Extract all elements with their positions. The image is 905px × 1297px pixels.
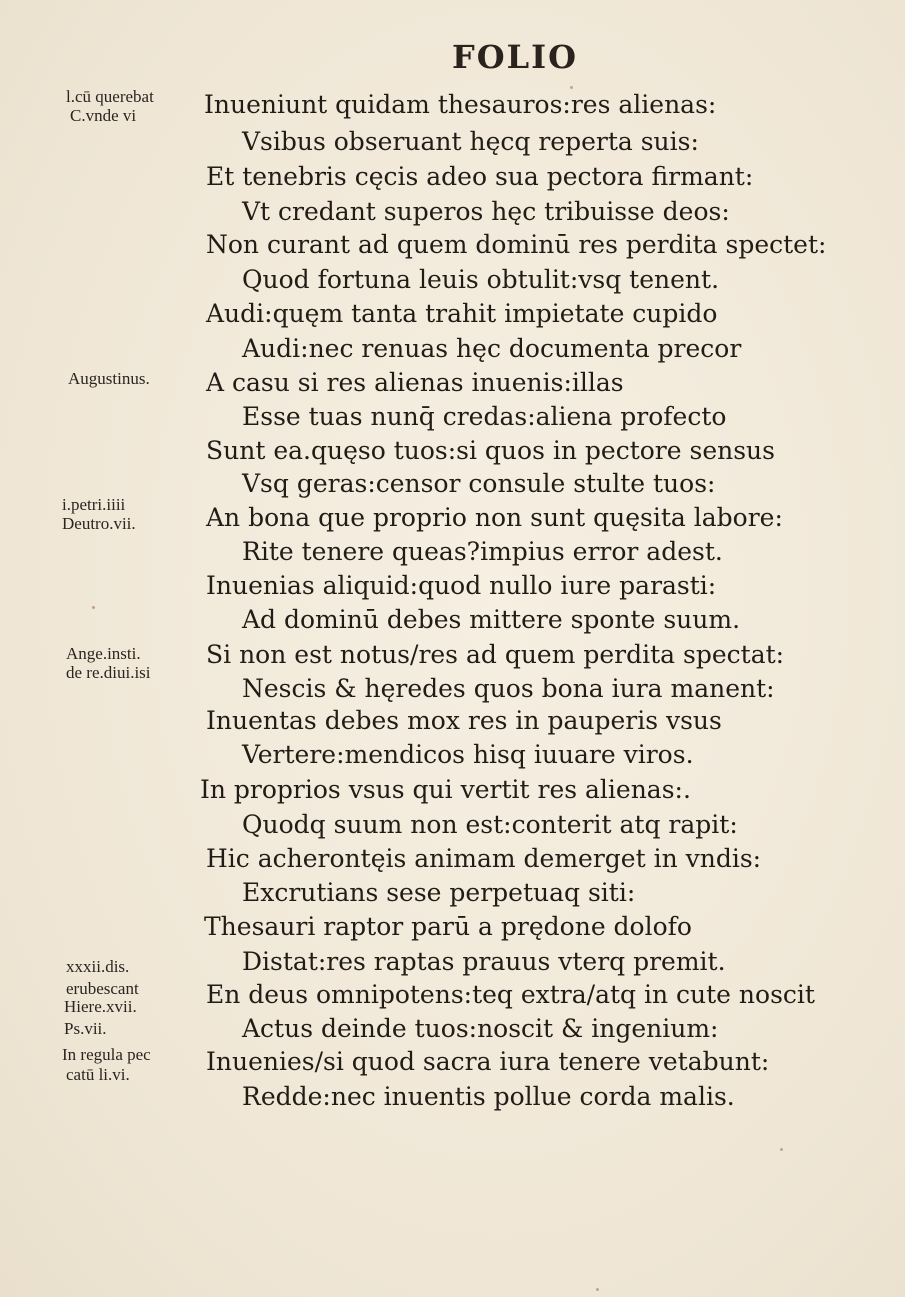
verse-line: Quodq suum non est:conterit atq rapit: [242,810,738,839]
verse-line: Hic acherontęis animam demerget in vndis: [206,844,762,873]
verse-line: Si non est notus/res ad quem perdita spectat: [206,640,785,669]
margin-note-regula: In regula pec [62,1045,151,1064]
verse-line: Thesauri raptor parū a prędone dolofo [204,912,692,941]
verse-line: Ad dominū debes mittere sponte suum. [242,605,741,634]
margin-note-dere: de re.diui.isi [66,663,151,682]
verse-line: Nescis & hęredes quos bona iura manent: [242,674,775,703]
verse-line: Inueniunt quidam thesauros:res alienas: [204,90,717,119]
verse-line: Non curant ad quem dominū res perdita spectet: [206,230,827,259]
paper-speck [570,86,573,89]
verse-line: Inuenies/si quod sacra iura tenere vetabunt: [206,1047,770,1076]
margin-note-erubescant: erubescant [66,979,139,998]
paper-speck [92,606,95,609]
paper-speck [780,1148,783,1151]
margin-note-ange: Ange.insti. [66,644,141,663]
verse-line: Inuentas debes mox res in pauperis vsus [206,706,722,735]
verse-line: Vsibus obseruant hęcq reperta suis: [242,127,699,156]
margin-note-lcu: l.cū querebat [66,87,154,106]
verse-line: Vertere:mendicos hisq iuuare viros. [242,740,694,769]
paper-speck [596,1288,599,1291]
verse-line: Sunt ea.quęso tuos:si quos in pectore sensus [206,436,775,465]
margin-note-xxxii: xxxii.dis. [66,957,130,976]
verse-line: Et tenebris cęcis adeo sua pectora firmant: [206,162,754,191]
folio-header: FOLIO [452,38,578,76]
margin-note-deutro: Deutro.vii. [62,514,136,533]
margin-note-ps: Ps.vii. [64,1019,107,1038]
margin-note-hiere: Hiere.xvii. [64,997,137,1016]
verse-line: Audi:nec renuas hęc documenta precor [242,334,742,363]
verse-line: Vt credant superos hęc tribuisse deos: [242,197,730,226]
margin-note-cvnde: C.vnde vi [70,106,137,125]
verse-line: Actus deinde tuos:noscit & ingenium: [242,1014,719,1043]
margin-note-catu: catū li.vi. [66,1065,130,1084]
verse-line: An bona que proprio non sunt quęsita labore: [206,503,783,532]
verse-line: Distat:res raptas prauus vterq premit. [242,947,726,976]
verse-line: Redde:nec inuentis pollue corda malis. [242,1082,735,1111]
verse-line: A casu si res alienas inuenis:illas [206,368,624,397]
verse-line: Quod fortuna leuis obtulit:vsq tenent. [242,265,720,294]
verse-line: Audi:quęm tanta trahit impietate cupido [206,299,718,328]
verse-line: En deus omnipotens:teq extra/atq in cute noscit [206,980,815,1009]
verse-line: Rite tenere queas?impius error adest. [242,537,723,566]
verse-line: Esse tuas nunq̄ credas:aliena profecto [242,402,727,431]
margin-note-petri: i.petri.iiii [62,495,126,514]
verse-line: Vsq geras:censor consule stulte tuos: [242,469,716,498]
verse-line: Inuenias aliquid:quod nullo iure parasti: [206,571,717,600]
verse-line: Excrutians sese perpetuaq siti: [242,878,636,907]
verse-line: In proprios vsus qui vertit res alienas:. [200,775,691,804]
margin-note-augustinus: Augustinus. [68,369,150,388]
